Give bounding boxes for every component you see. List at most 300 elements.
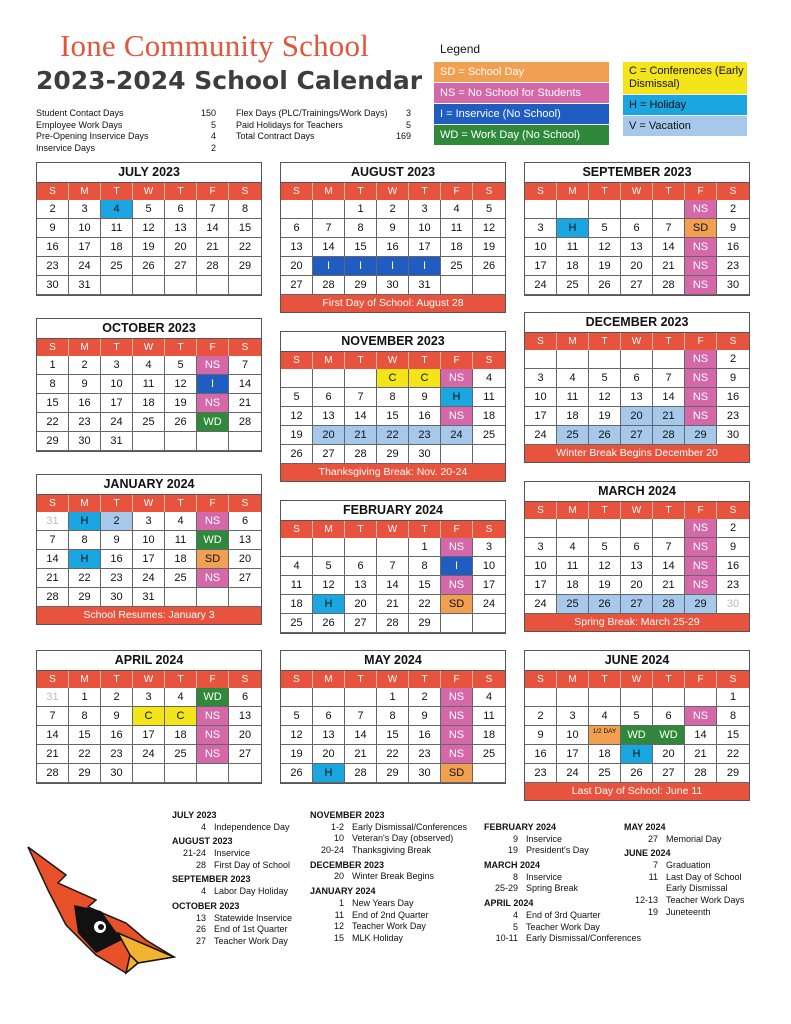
day-cell: 28 (653, 276, 685, 295)
day-cell: NS (197, 726, 229, 745)
day-cell (589, 688, 621, 707)
event-text: End of 1st Quarter (214, 924, 288, 935)
event-text: New Years Day (352, 897, 414, 908)
day-cell: 25 (101, 257, 133, 276)
day-cell: 18 (589, 745, 621, 764)
day-cell: 22 (377, 426, 409, 445)
day-cell: 21 (653, 407, 685, 426)
weekday-header (281, 352, 505, 369)
day-cell (653, 688, 685, 707)
day-cell: 28 (229, 413, 261, 432)
event-date: 9 (512, 833, 518, 844)
legend-item-no-school: NS = No School for Students (434, 83, 609, 103)
weekday-label: T (653, 671, 685, 688)
event-date: 11 (648, 871, 658, 882)
day-cell: 3 (409, 200, 441, 219)
day-cell (557, 519, 589, 538)
day-cell: 26 (313, 614, 345, 633)
event-date: 12 (333, 921, 344, 932)
stat-value: 5 (405, 119, 411, 130)
day-cell: 17 (473, 576, 505, 595)
legend-item-inservice: I = Inservice (No School) (434, 104, 609, 124)
day-cell: 3 (525, 538, 557, 557)
day-cell: NS (441, 726, 473, 745)
weekday-label: M (313, 671, 345, 688)
event-date: 13 (195, 912, 206, 923)
day-cell: 5 (133, 200, 165, 219)
day-cell (473, 276, 505, 295)
day-cell: H (313, 764, 345, 783)
day-cell: 20 (653, 745, 685, 764)
event-text: Thanksgiving Break (352, 845, 432, 856)
day-cell: NS (441, 576, 473, 595)
event-month-heading: APRIL 2024 (484, 898, 534, 909)
day-cell: 21 (229, 394, 261, 413)
weekday-label: S (485, 524, 493, 535)
month-title: MAY 2024 (281, 651, 505, 671)
day-cell: 3 (473, 538, 505, 557)
day-cell: 2 (101, 512, 133, 531)
day-cell: 29 (69, 764, 101, 783)
calendar-july-2023 (36, 162, 262, 296)
event-month-heading: JULY 2023 (172, 810, 217, 820)
day-cell: 7 (377, 557, 409, 576)
day-cell: NS (197, 356, 229, 375)
day-cell: 30 (717, 276, 749, 295)
day-cell: 29 (377, 445, 409, 464)
day-cell: 25 (165, 569, 197, 588)
day-cell: 25 (473, 745, 505, 764)
day-cell: NS (441, 707, 473, 726)
day-cell: 20 (621, 407, 653, 426)
day-cell: 25 (557, 276, 589, 295)
day-cell: 24 (133, 745, 165, 764)
day-cell: SD (197, 550, 229, 569)
weekday-label: S (37, 671, 69, 688)
event-text: Teacher Work Days (666, 895, 745, 906)
calendar-august-2023 (280, 162, 506, 313)
event-text: Statewide Inservice (214, 912, 293, 923)
event-month-heading: NOVEMBER 2023 (310, 810, 385, 820)
day-grid (525, 688, 749, 783)
day-cell: 24 (133, 569, 165, 588)
weekday-header (37, 671, 261, 688)
day-cell (685, 688, 717, 707)
day-cell: 19 (281, 745, 313, 764)
event-date: 20 (333, 871, 344, 882)
day-cell: 4 (133, 356, 165, 375)
weekday-label: W (621, 333, 653, 350)
day-cell: 11 (473, 707, 505, 726)
weekday-label: S (485, 355, 493, 366)
day-cell: 10 (525, 238, 557, 257)
day-cell: 10 (69, 219, 101, 238)
day-cell: 6 (165, 200, 197, 219)
day-cell (281, 200, 313, 219)
day-cell: 25 (557, 595, 589, 614)
day-cell: 17 (525, 407, 557, 426)
day-cell (133, 276, 165, 295)
day-cell: NS (685, 200, 717, 219)
day-cell: 25 (133, 413, 165, 432)
day-cell: 7 (37, 531, 69, 550)
event-row (624, 895, 791, 907)
day-cell: 20 (621, 576, 653, 595)
weekday-label: S (729, 336, 737, 347)
weekday-label: W (133, 671, 165, 688)
day-cell: 13 (313, 726, 345, 745)
weekday-label: T (589, 333, 621, 350)
day-cell: H (69, 512, 101, 531)
month-title: JULY 2023 (37, 163, 261, 183)
day-cell: 17 (409, 238, 441, 257)
day-cell: 28 (653, 595, 685, 614)
day-cell: 19 (473, 238, 505, 257)
day-cell (133, 432, 165, 451)
day-cell: 30 (69, 432, 101, 451)
day-cell: H (69, 550, 101, 569)
day-cell: 18 (557, 576, 589, 595)
day-cell: 31 (409, 276, 441, 295)
day-cell: 30 (409, 764, 441, 783)
weekday-label: S (525, 183, 557, 200)
event-row (310, 871, 480, 883)
day-cell: 30 (717, 426, 749, 445)
day-cell: 6 (229, 688, 261, 707)
day-cell: 22 (37, 413, 69, 432)
day-cell: NS (685, 257, 717, 276)
day-cell: 12 (281, 407, 313, 426)
event-text: Inservice (526, 833, 563, 844)
weekday-label: T (589, 183, 621, 200)
day-cell: 30 (37, 276, 69, 295)
day-cell: 26 (165, 413, 197, 432)
day-cell (621, 519, 653, 538)
day-cell: 14 (653, 388, 685, 407)
day-cell: 7 (197, 200, 229, 219)
day-cell: 7 (653, 219, 685, 238)
weekday-label: M (313, 521, 345, 538)
day-cell: 9 (409, 388, 441, 407)
event-text: President's Day (526, 845, 589, 856)
day-cell: 29 (377, 764, 409, 783)
day-cell: 19 (589, 257, 621, 276)
day-cell: 8 (69, 531, 101, 550)
month-title: JUNE 2024 (525, 651, 749, 671)
day-cell (281, 538, 313, 557)
day-cell: 8 (377, 707, 409, 726)
weekday-label: T (165, 671, 197, 688)
day-cell (165, 276, 197, 295)
event-month-heading: JUNE 2024 (624, 848, 671, 859)
weekday-label: F (441, 183, 473, 200)
day-cell: 28 (377, 614, 409, 633)
weekday-label: W (133, 495, 165, 512)
day-cell: 6 (345, 557, 377, 576)
day-cell: 8 (69, 707, 101, 726)
weekday-label: T (589, 502, 621, 519)
weekday-label: F (441, 352, 473, 369)
day-cell: 9 (101, 531, 133, 550)
day-cell: 18 (281, 595, 313, 614)
day-cell: 20 (345, 595, 377, 614)
event-row (624, 907, 791, 919)
event-text: Early Dismissal (666, 883, 728, 894)
day-cell: 19 (589, 407, 621, 426)
day-cell: NS (685, 238, 717, 257)
day-cell: 16 (525, 745, 557, 764)
day-cell: 3 (133, 688, 165, 707)
day-cell: 6 (621, 219, 653, 238)
day-cell: 4 (557, 369, 589, 388)
day-cell: 26 (589, 595, 621, 614)
weekday-label: S (241, 674, 249, 685)
day-cell: 22 (377, 745, 409, 764)
day-grid (281, 688, 505, 783)
legend-item-holiday: H = Holiday (623, 95, 747, 115)
day-cell: 23 (69, 413, 101, 432)
day-cell: 24 (525, 426, 557, 445)
day-cell (313, 200, 345, 219)
event-text: Early Dismissal/Conferences (526, 933, 642, 944)
day-cell: 24 (441, 426, 473, 445)
day-cell (473, 445, 505, 464)
weekday-label: F (197, 339, 229, 356)
day-cell: NS (685, 557, 717, 576)
weekday-label: S (729, 505, 737, 516)
day-cell: NS (685, 369, 717, 388)
day-cell: 27 (165, 257, 197, 276)
day-cell: 29 (345, 276, 377, 295)
day-cell (525, 688, 557, 707)
day-cell: 15 (37, 394, 69, 413)
day-cell: 29 (229, 257, 261, 276)
day-cell: NS (197, 745, 229, 764)
day-cell: 1 (37, 356, 69, 375)
day-cell: 16 (409, 407, 441, 426)
stat-label: Total Contract Days (236, 131, 315, 141)
event-date: 11 (334, 909, 344, 920)
calendar-january-2024 (36, 474, 262, 625)
event-month-heading: AUGUST 2023 (172, 836, 233, 847)
event-date: 27 (195, 935, 206, 946)
weekday-header (525, 333, 749, 350)
day-cell (229, 432, 261, 451)
day-cell: 20 (229, 550, 261, 569)
event-text: Spring Break (526, 883, 579, 894)
day-cell: 5 (281, 388, 313, 407)
day-cell: 6 (621, 369, 653, 388)
day-cell: 15 (377, 726, 409, 745)
day-cell: 12 (589, 388, 621, 407)
day-cell: NS (441, 369, 473, 388)
day-cell: NS (685, 350, 717, 369)
weekday-label: S (37, 495, 69, 512)
event-row (310, 833, 480, 845)
weekday-label: S (485, 674, 493, 685)
day-cell: 5 (313, 557, 345, 576)
day-cell: 11 (101, 219, 133, 238)
day-cell: NS (441, 538, 473, 557)
day-cell: 19 (281, 426, 313, 445)
day-cell: 2 (525, 707, 557, 726)
month-footer: Winter Break Begins December 20 (525, 445, 749, 462)
day-cell: 16 (101, 726, 133, 745)
day-cell: 18 (165, 726, 197, 745)
event-row (310, 898, 480, 910)
event-date: 20-24 (320, 845, 344, 856)
event-text: End of 3rd Quarter (526, 909, 601, 920)
event-text: Teacher Work Day (526, 921, 600, 932)
day-cell: NS (685, 707, 717, 726)
day-cell: NS (441, 745, 473, 764)
day-cell: 7 (345, 388, 377, 407)
day-cell: 28 (37, 764, 69, 783)
day-cell: 1/2 DAY (589, 726, 621, 745)
legend-item-school-day: SD = School Day (434, 62, 609, 82)
day-cell: 28 (345, 445, 377, 464)
cardinal-logo (26, 845, 176, 985)
day-cell: 18 (473, 726, 505, 745)
day-cell: 24 (525, 595, 557, 614)
day-cell: 18 (101, 238, 133, 257)
day-cell: 14 (377, 576, 409, 595)
event-date: 4 (512, 909, 518, 920)
day-cell: 13 (313, 407, 345, 426)
day-cell: 15 (377, 407, 409, 426)
day-cell: 14 (37, 550, 69, 569)
day-cell: 11 (165, 531, 197, 550)
weekday-label: F (197, 671, 229, 688)
day-cell: 11 (281, 576, 313, 595)
day-cell (313, 369, 345, 388)
day-cell (557, 350, 589, 369)
calendar-title: 2023-2024 School Calendar (36, 66, 423, 95)
day-cell: 10 (133, 531, 165, 550)
weekday-label: T (345, 671, 377, 688)
day-cell: 10 (557, 726, 589, 745)
day-cell: SD (441, 595, 473, 614)
day-cell (441, 276, 473, 295)
day-cell: 9 (101, 707, 133, 726)
day-cell (165, 764, 197, 783)
day-cell: 14 (345, 726, 377, 745)
event-row (484, 922, 654, 934)
event-text: Teacher Work Day (214, 935, 288, 946)
day-cell: 16 (377, 238, 409, 257)
day-cell: SD (685, 219, 717, 238)
day-cell: 29 (685, 595, 717, 614)
event-month-heading: MAY 2024 (624, 822, 666, 832)
event-text: Inservice (214, 848, 251, 859)
day-cell: 23 (717, 257, 749, 276)
event-text: Independence Day (214, 821, 290, 832)
day-cell: NS (441, 407, 473, 426)
day-cell: NS (685, 276, 717, 295)
day-cell: 2 (409, 688, 441, 707)
day-cell: 21 (345, 745, 377, 764)
weekday-label: S (241, 498, 249, 509)
day-cell: NS (685, 407, 717, 426)
day-cell: 4 (473, 369, 505, 388)
day-grid (525, 350, 749, 445)
day-cell: 2 (377, 200, 409, 219)
day-cell: WD (197, 531, 229, 550)
day-cell (229, 276, 261, 295)
event-date: 4 (200, 821, 206, 832)
day-cell: 12 (313, 576, 345, 595)
weekday-label: W (133, 339, 165, 356)
day-cell: 26 (589, 426, 621, 445)
day-cell (197, 432, 229, 451)
weekday-label: W (621, 502, 653, 519)
day-cell: 15 (717, 726, 749, 745)
day-cell: 8 (229, 200, 261, 219)
month-footer: Thanksgiving Break: Nov. 20-24 (281, 464, 505, 481)
day-cell: I (377, 257, 409, 276)
day-cell: 4 (165, 512, 197, 531)
weekday-label: W (377, 183, 409, 200)
day-cell: 14 (313, 238, 345, 257)
event-row (310, 910, 480, 922)
stat-value: 3 (405, 108, 411, 118)
day-cell (525, 519, 557, 538)
day-cell (197, 276, 229, 295)
day-cell: 14 (685, 726, 717, 745)
day-cell: 2 (717, 350, 749, 369)
day-cell: 11 (473, 388, 505, 407)
day-cell: 13 (345, 576, 377, 595)
day-cell: 30 (409, 445, 441, 464)
day-cell: 3 (525, 369, 557, 388)
day-cell: 24 (69, 257, 101, 276)
day-cell (441, 614, 473, 633)
day-cell: 25 (165, 745, 197, 764)
day-grid (281, 369, 505, 464)
day-cell: NS (441, 688, 473, 707)
weekday-label: T (409, 671, 441, 688)
day-cell: 19 (589, 576, 621, 595)
weekday-label: T (165, 183, 197, 200)
day-cell: 23 (717, 407, 749, 426)
day-cell: 27 (621, 276, 653, 295)
day-cell: 13 (229, 531, 261, 550)
day-cell: 30 (101, 764, 133, 783)
day-cell: 4 (473, 688, 505, 707)
day-cell: 27 (229, 569, 261, 588)
weekday-label: S (281, 521, 313, 538)
day-cell: 11 (557, 557, 589, 576)
day-cell (281, 688, 313, 707)
day-cell: I (197, 375, 229, 394)
day-cell: 26 (473, 257, 505, 276)
day-cell: 15 (409, 576, 441, 595)
day-cell: 26 (133, 257, 165, 276)
day-cell: 6 (653, 707, 685, 726)
day-cell: 9 (717, 538, 749, 557)
day-cell: NS (197, 707, 229, 726)
calendar-february-2024 (280, 500, 506, 634)
day-cell: 19 (133, 238, 165, 257)
day-cell: 8 (377, 388, 409, 407)
day-cell: 16 (69, 394, 101, 413)
day-cell: WD (197, 413, 229, 432)
day-cell (557, 200, 589, 219)
month-footer: School Resumes: January 3 (37, 607, 261, 624)
event-date: 8 (512, 871, 518, 882)
day-cell: 28 (653, 426, 685, 445)
stat-value: 5 (210, 119, 216, 130)
